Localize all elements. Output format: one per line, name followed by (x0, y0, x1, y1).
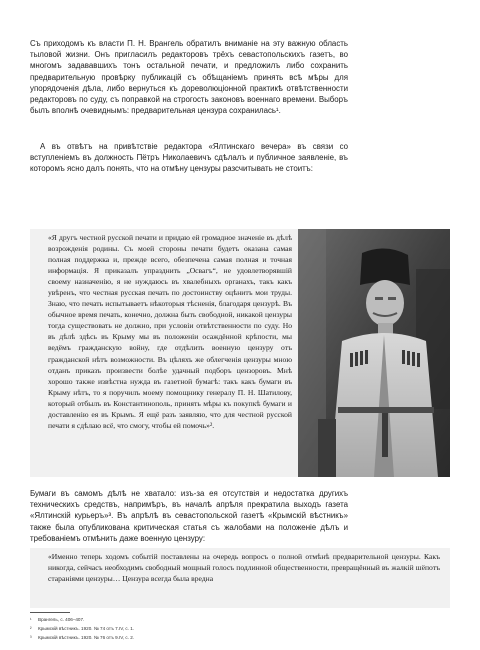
paragraph-1: Съ приходомъ къ власти П. Н. Врангель обратилъ вниманіе на эту важную область тыловой жизни. Онъ пригласилъ редакторовъ трёхъ севастопольскихъ газетъ, во многомъ задававшихъ тонъ остальной печати, и предложилъ либо сохранить предварительную провѣрку публикацій съ обѣщаніемъ принять всѣ мѣры для упорядоченія дѣла, либо вернуться къ дореволюціонной практикѣ отвѣтственности редакторовъ по суду, съ поправкой на строгость законовъ военнаго времени. Выборъ былъ вполнѣ очевиднымъ: предварительная цензура сохранилась¹. (30, 39, 348, 116)
wrangel-quote: «Я другъ честной русской печати и придаю ей громадное значеніе въ дѣлѣ возрожденія родины. Съ моей стороны печати будетъ оказана самая полная поддержка и, прежде всего, обезпечена самая полная и точная информація. Я приказалъ упразднить „Освагъ“, не удовлетворявшій своему назначенію, я не нуждаюсь въ хвалебныхъ органахъ, такъ какъ увѣренъ, что честная русская печать по достоинству оцѣнитъ мои труды. Знаю, что печать испытываетъ нѣкоторыя тѣсненія, благодаря цензурѣ. Въ обычное время печать, конечно, должна быть свободной, никакой цензуры тогда существовать не должно, при условіи отвѣтственности по суду. Но въ дѣлѣ здѣсь въ Крыму мы въ положеніи осаждённой крѣпости, мы ведёмъ гражданскую войну, где отдѣлить военную цензуру отъ гражданской нѣтъ возможности. Въ цѣляхъ же облегченія цензуры мною отданъ приказъ произвести болѣе удачный подборъ цензоровъ. Мнѣ хорошо также извѣстна нужда въ газетной бумагѣ: такъ какъ бумаги въ Крыму нѣтъ, то я поручилъ моему помощнику генералу П. Н. Шатилову, который отбылъ въ Константинополь, принять мѣры къ покупкѣ бумаги и доставленію ея въ Крымъ. Я ещё разъ заявляю, что для честной русской печати я сдѣлаю всё, что смогу, чтобы ей помочь»². (48, 233, 292, 430)
portrait-photo (298, 229, 450, 477)
footnote-1: ¹ Врангель, с. 406–407. (30, 617, 85, 622)
footnote-divider (30, 612, 70, 613)
paragraph-2: А въ отвѣтъ на привѣтствіе редактора «Ялтинскаго вечера» въ связи со вступленіемъ въ должность Пётръ Николаевичъ сдѣлалъ и публичное заявленіе, въ которомъ ясно далъ понять, что на отмѣну цензуры разсчитывать не стоитъ: (30, 142, 348, 174)
paragraph-3: Бумаги въ самомъ дѣлѣ не хватало: изъ-за ея отсутствія и недостатка другихъ техническихъ средствъ, напримѣръ, въ началѣ апрѣля прекратила выходъ газета «Ялтинскій курьеръ»³. Въ апрѣлѣ въ севастопольской газетѣ «Крымскій вѣстникъ» также была опубликована критическая статья съ жалобами на положеніе дѣлъ и требованіемъ отмѣнить даже военную цензуру: (30, 489, 348, 543)
newspaper-quote: «Именно теперь ходомъ событій поставлены на очередь вопросъ о полной отмѣнѣ предварительной цензуры. Какъ никогда, сейчасъ необходимъ свободный мощный голосъ подлинной общественности, превращённый въ жалкій шёпотъ стараніями цензуры… Цензура всегда была вредна (48, 552, 440, 584)
footnote-2: ² Крымскій вѣстникъ. 1920. № 74 отъ 7.IV, с. 1. (30, 626, 135, 631)
footnotes (30, 615, 330, 642)
footnote-3: ³ Крымскій вѣстникъ. 1920. № 76 отъ 9.IV, с. 2. (30, 635, 135, 640)
